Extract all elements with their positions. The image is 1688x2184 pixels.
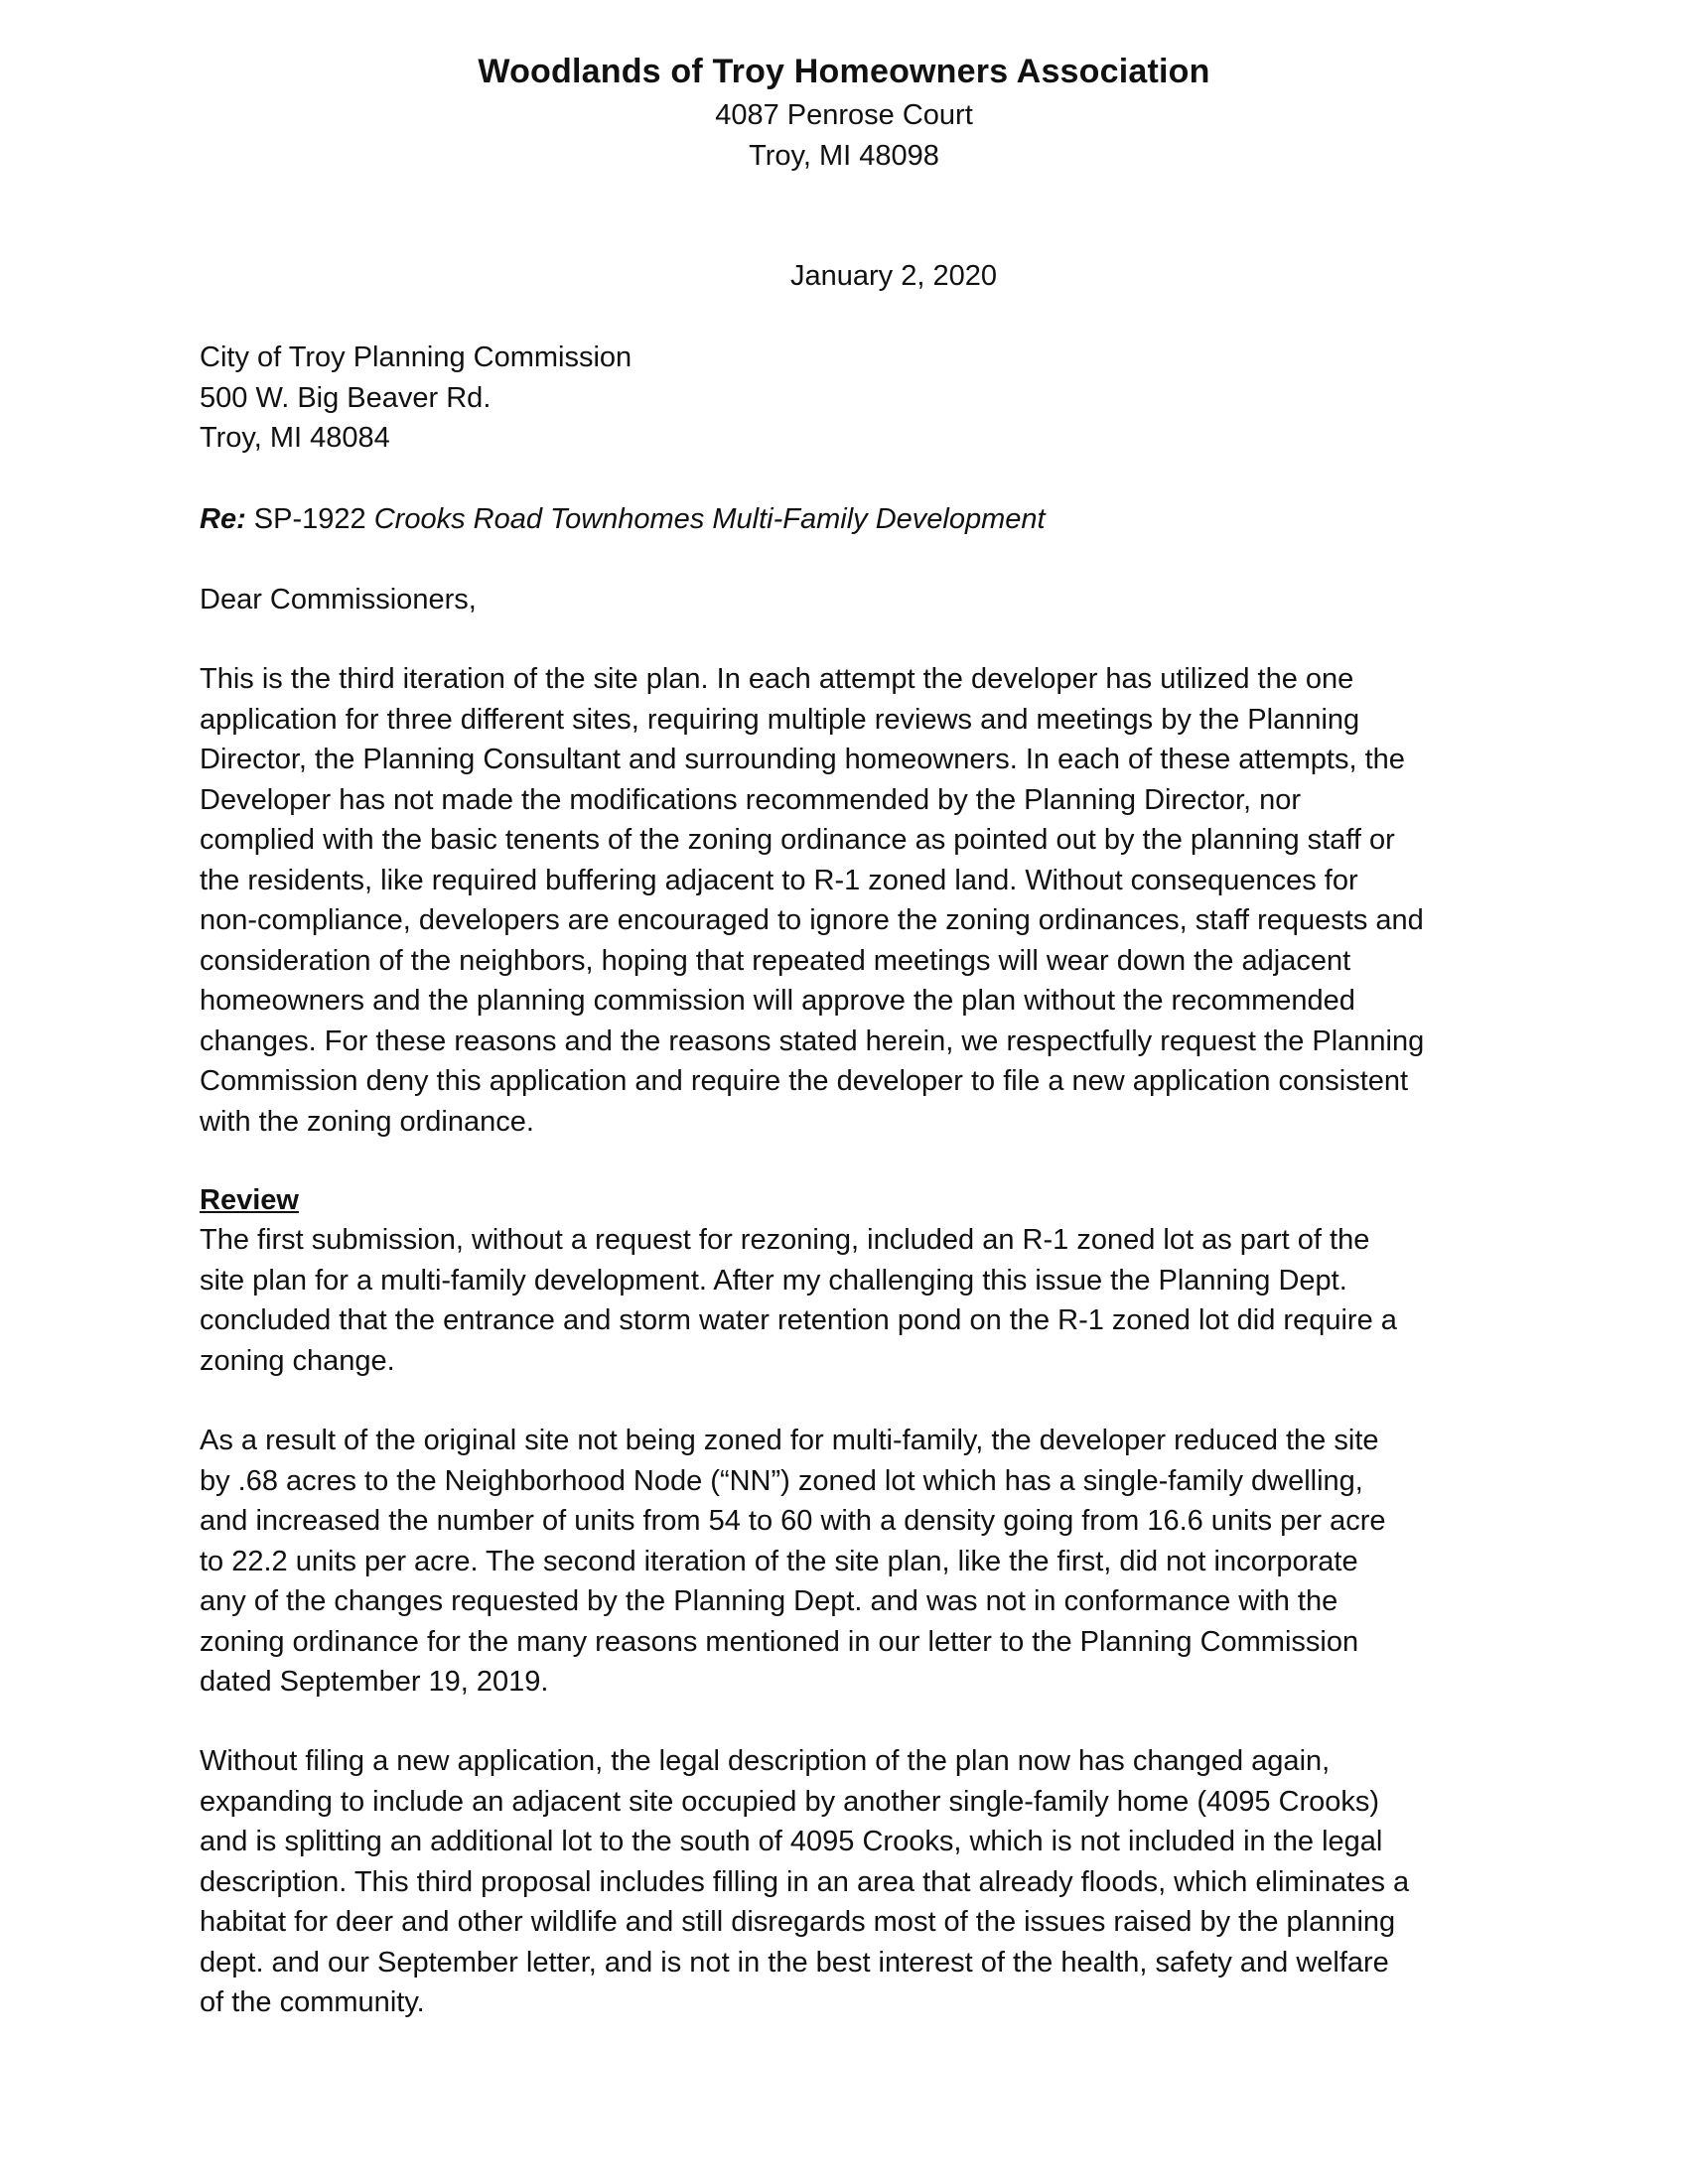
paragraph-line: zoning change. bbox=[200, 1344, 395, 1377]
organization-address-line2: Troy, MI 48098 bbox=[749, 140, 939, 172]
subject-label: Re: bbox=[200, 503, 246, 535]
salutation: Dear Commissioners, bbox=[200, 584, 477, 615]
section-heading-review bbox=[200, 1180, 1500, 1221]
paragraph-line: by .68 acres to the Neighborhood Node (“NN”) zoned lot which has a single-family dwelling, bbox=[200, 1464, 1363, 1497]
paragraph-line: consideration of the neighbors, hoping that repeated meetings will wear down the adjacent bbox=[200, 944, 1351, 977]
recipient-line3: Troy, MI 48084 bbox=[200, 422, 390, 454]
recipient-line1: City of Troy Planning Commission bbox=[200, 341, 633, 373]
paragraph-third-proposal bbox=[200, 1741, 1500, 2023]
paragraph-line: This is the third iteration of the site plan. In each attempt the developer has utilized the one bbox=[200, 663, 1354, 695]
paragraph-line: with the zoning ordinance. bbox=[200, 1105, 534, 1138]
paragraph-line: Director, the Planning Consultant and surrounding homeowners. In each of these attempts, the bbox=[200, 744, 1405, 775]
paragraph-line: site plan for a multi-family development. After my challenging this issue the Planning Dept. bbox=[200, 1264, 1347, 1297]
paragraph-line: and increased the number of units from 54 to 60 with a density going from 16.6 units per acre bbox=[200, 1505, 1386, 1537]
paragraph-line: habitat for deer and other wildlife and still disregards most of the issues raised by the planning bbox=[200, 1906, 1396, 1938]
paragraph-intro bbox=[200, 659, 1500, 1142]
letter-date: January 2, 2020 bbox=[790, 260, 997, 292]
paragraph-line: Commission deny this application and require the developer to file a new application consistent bbox=[200, 1065, 1409, 1097]
paragraph-first-submission bbox=[200, 1220, 1500, 1381]
paragraph-line: zoning ordinance for the many reasons mentioned in our letter to the Planning Commission bbox=[200, 1625, 1359, 1658]
subject-line bbox=[200, 499, 1500, 540]
paragraph-line: non-compliance, developers are encouraged to ignore the zoning ordinances, staff requests and bbox=[200, 904, 1424, 936]
paragraph-line: concluded that the entrance and storm water retention pond on the R-1 zoned lot did require a bbox=[200, 1304, 1397, 1336]
subject-number: SP-1922 bbox=[253, 503, 366, 535]
organization-address-line1: 4087 Penrose Court bbox=[715, 99, 973, 131]
paragraph-line: to 22.2 units per acre. The second iteration of the site plan, like the first, did not incorporate bbox=[200, 1545, 1358, 1577]
paragraph-line: changes. For these reasons and the reasons stated herein, we respectfully request the Planning bbox=[200, 1024, 1425, 1057]
paragraph-line: any of the changes requested by the Planning Dept. and was not in conformance with the bbox=[200, 1585, 1338, 1617]
paragraph-line: Without filing a new application, the legal description of the plan now has changed again, bbox=[200, 1745, 1331, 1777]
organization-name: Woodlands of Troy Homeowners Association bbox=[478, 53, 1210, 90]
letterhead bbox=[0, 48, 1688, 177]
paragraph-line: dept. and our September letter, and is not in the best interest of the health, safety and welfare bbox=[200, 1946, 1389, 1979]
paragraph-line: homeowners and the planning commission will approve the plan without the recommended bbox=[200, 985, 1355, 1017]
subject-title: Crooks Road Townhomes Multi-Family Development bbox=[373, 503, 1046, 535]
section-heading-text: Review bbox=[200, 1184, 299, 1216]
paragraph-line: and is splitting an additional lot to the south of 4095 Crooks, which is not included in the legal bbox=[200, 1826, 1383, 1857]
paragraph-line: dated September 19, 2019. bbox=[200, 1666, 549, 1698]
paragraph-line: the residents, like required buffering adjacent to R-1 zoned land. Without consequences for bbox=[200, 864, 1358, 896]
recipient-address bbox=[200, 338, 1500, 459]
recipient-line2: 500 W. Big Beaver Rd. bbox=[200, 381, 492, 414]
paragraph-second-iteration bbox=[200, 1421, 1500, 1703]
paragraph-line: description. This third proposal includes filling in an area that already floods, which eliminates a bbox=[200, 1865, 1410, 1898]
paragraph-line: Developer has not made the modifications recommended by the Planning Director, nor bbox=[200, 783, 1302, 816]
paragraph-line: complied with the basic tenents of the zoning ordinance as pointed out by the planning staff or bbox=[200, 824, 1395, 856]
paragraph-line: The first submission, without a request for rezoning, included an R-1 zoned lot as part of the bbox=[200, 1224, 1370, 1256]
paragraph-line: As a result of the original site not being zoned for multi-family, the developer reduced the site bbox=[200, 1425, 1379, 1456]
paragraph-line: of the community. bbox=[200, 1986, 425, 2018]
paragraph-line: application for three different sites, requiring multiple reviews and meetings by the Planning bbox=[200, 703, 1360, 736]
paragraph-line: expanding to include an adjacent site occupied by another single-family home (4095 Crooks) bbox=[200, 1785, 1380, 1818]
